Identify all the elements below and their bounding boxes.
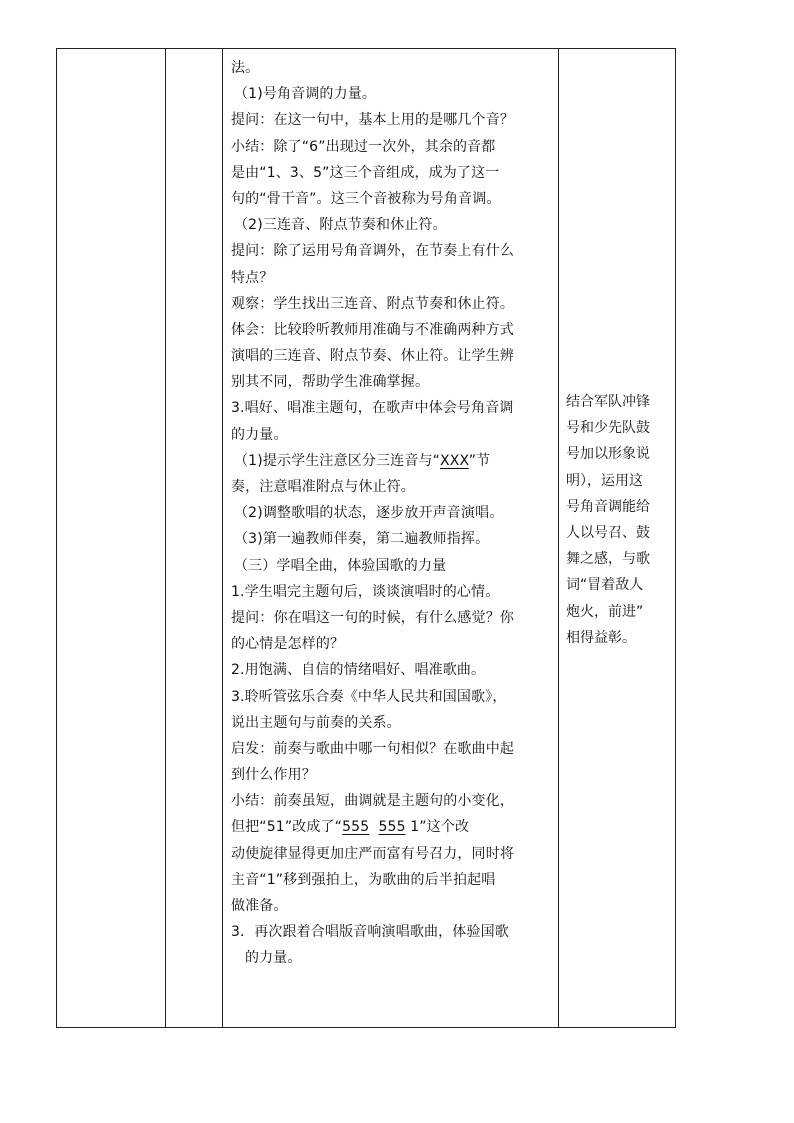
text-segment: 1”这个改 [405, 819, 470, 836]
design-intent-cell [566, 389, 668, 651]
text-line: 2.用饱满、自信的情绪唱好、唱准歌曲。 [231, 662, 486, 679]
note-text-line: 词“冒着敌人 [566, 577, 644, 594]
text-line: 演唱的三连音、附点节奏、休止符。让学生辨 [231, 348, 514, 365]
note-text-line: 舞之感，与歌 [566, 551, 650, 568]
text-segment: ”节 [468, 452, 491, 469]
text-line: 1.学生唱完主题句后，谈谈演唱时的心情。 [231, 583, 500, 600]
underlined-notation: 555 [378, 819, 406, 836]
note-text-line: 号和少先队鼓 [566, 420, 650, 437]
text-segment: （1)提示学生注意区分三连音与“ [234, 452, 441, 469]
text-segment: 但把“51”改成了“ [231, 819, 343, 836]
text-line: 到什么作用？ [231, 767, 316, 784]
text-line: 做准备。 [231, 898, 288, 914]
text-line: 小结：前奏虽短，曲调就是主题句的小变化， [231, 793, 514, 810]
text-line: （2)调整歌唱的状态，逐步放开声音演唱。 [234, 505, 504, 522]
text-line: 别其不同，帮助学生准确掌握。 [231, 374, 430, 391]
underlined-notation: XXX [440, 452, 469, 469]
text-line [231, 448, 557, 474]
text-line: 主音“1”移到强拍上，为歌曲的后半拍起唱 [231, 871, 496, 888]
text-line: 奏，注意唱准附点与休止符。 [231, 479, 415, 495]
text-line: 提问：在这一句中，基本上用的是哪几个音？ [231, 112, 514, 129]
text-line: 动使旋律显得更加庄严而富有号召力，同时将 [231, 845, 514, 862]
column-divider [222, 49, 223, 1027]
text-line: （三）学唱全曲，体验国歌的力量 [234, 557, 447, 574]
text-line: （2)三连音、附点节奏和休止符。 [234, 217, 447, 234]
text-line: 3．再次跟着合唱版音响演唱歌曲，体验国歌 [231, 924, 509, 941]
note-text-line: 明），运用这 [566, 472, 643, 489]
text-line: 体会：比较聆听教师用准确与不准确两种方式 [231, 321, 514, 338]
text-line: 的心情是怎样的？ [231, 636, 345, 653]
note-text-line: 人以号召、鼓 [566, 524, 650, 541]
note-text-line: 相得益彰。 [566, 629, 636, 646]
column-divider [558, 49, 559, 1027]
text-line: 是由“1、3、5”这三个音组成，成为了这一 [231, 164, 500, 181]
text-line: 说出主题句与前奏的关系。 [231, 714, 401, 731]
lesson-plan-table [56, 48, 676, 1028]
text-line: 提问：你在唱这一句的时候，有什么感觉？你 [231, 609, 514, 626]
note-text-line: 炮火，前进” [566, 603, 644, 620]
text-line: （1)号角音调的力量。 [234, 86, 377, 103]
text-line: （3)第一遍教师伴奏，第二遍教师指挥。 [234, 531, 490, 548]
text-line: 的力量。 [231, 426, 288, 443]
text-line: 小结：除了“6”出现过一次外，其余的音都 [231, 138, 496, 155]
text-line: 特点？ [231, 269, 274, 286]
text-line [231, 814, 557, 840]
text-line: 的力量。 [245, 950, 302, 967]
text-line: 观察：学生找出三连音、附点节奏和休止符。 [231, 295, 514, 312]
note-text-line: 号角音调能给 [566, 498, 650, 515]
text-line: 句的“骨干音”。这三个音被称为号角音调。 [231, 190, 501, 207]
text-line: 启发：前奏与歌曲中哪一句相似？在歌曲中起 [231, 740, 514, 757]
note-text-line: 结合军队冲锋 [566, 394, 650, 410]
underlined-notation: 555 [342, 819, 370, 836]
teaching-process-cell [231, 55, 557, 972]
text-line: 3.聆听管弦乐合奏《中华人民共和国国歌》， [231, 688, 507, 705]
text-line: 3.唱好、唱准主题句，在歌声中体会号角音调 [231, 400, 514, 417]
column-divider [165, 49, 166, 1027]
text-line: 法。 [231, 60, 260, 76]
note-text-line: 号加以形象说 [566, 446, 650, 463]
text-line: 提问：除了运用号角音调外，在节奏上有什么 [231, 243, 514, 260]
